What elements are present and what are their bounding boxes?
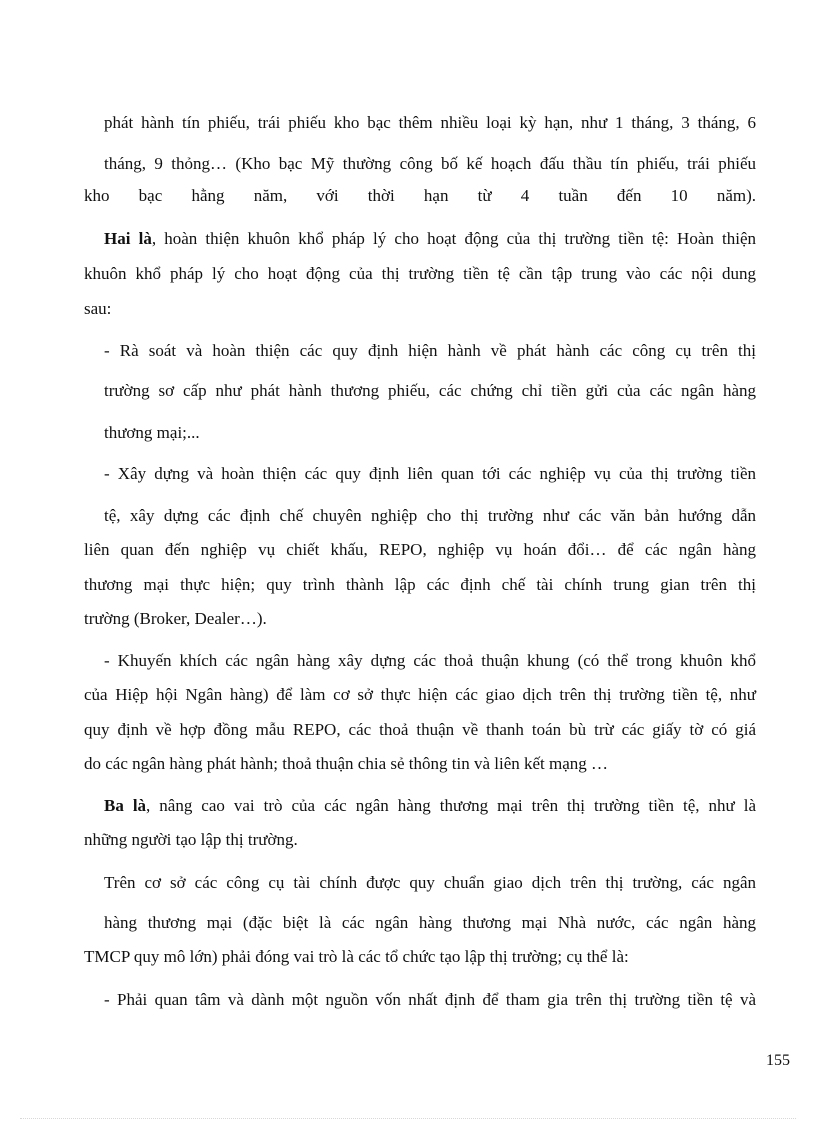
text-line: Trên cơ sở các công cụ tài chính được quy chuẩn giao dịch trên thị trường, các ngân <box>104 873 756 892</box>
text-line: Hai là, hoàn thiện khuôn khổ pháp lý cho hoạt động của thị trường tiền tệ: Hoàn thiện <box>104 229 757 248</box>
text-line: thương mại;... <box>104 423 200 442</box>
text-line: quy định về hợp đồng mẫu REPO, các thoả thuận về thanh toán bù trừ các giấy tờ có giá <box>84 720 756 739</box>
text-line: khuôn khổ pháp lý cho hoạt động của thị trường tiền tệ cần tập trung vào các nội dung <box>84 264 756 283</box>
text-line: tệ, xây dựng các định chế chuyên nghiệp cho thị trường như các văn bản hướng dẫn <box>104 506 756 525</box>
text-line: trường sơ cấp như phát hành thương phiếu, các chứng chỉ tiền gửi của các ngân hàng <box>104 381 756 400</box>
text-line: trường (Broker, Dealer…). <box>84 609 267 628</box>
text-line: những người tạo lập thị trường. <box>84 830 298 849</box>
text-line: của Hiệp hội Ngân hàng) để làm cơ sở thực hiện các giao dịch trên thị trường tiền tệ, như <box>84 685 756 704</box>
section-lead: Ba là <box>104 796 147 815</box>
text-line: TMCP quy mô lớn) phải đóng vai trò là các tổ chức tạo lập thị trường; cụ thể là: <box>84 947 629 966</box>
text-line: liên quan đến nghiệp vụ chiết khấu, REPO, nghiệp vụ hoán đổi… để các ngân hàng <box>84 540 756 559</box>
text-line: Ba là, nâng cao vai trò của các ngân hàng thương mại trên thị trường tiền tệ, như là <box>104 796 756 815</box>
text-line: - Rà soát và hoàn thiện các quy định hiện hành về phát hành các công cụ trên thị <box>104 341 756 360</box>
section-lead: Hai là <box>104 229 152 248</box>
text-line: - Phải quan tâm và dành một nguồn vốn nhất định để tham gia trên thị trường tiền tệ và <box>104 990 756 1009</box>
text-line: thương mại thực hiện; quy trình thành lập các định chế tài chính trung gian trên thị <box>84 575 756 594</box>
text-line: sau: <box>84 299 112 318</box>
text-line: - Xây dựng và hoàn thiện các quy định liên quan tới các nghiệp vụ của thị trường tiền <box>104 464 756 483</box>
text-line: hàng thương mại (đặc biệt là các ngân hàng thương mại Nhà nước, các ngân hàng <box>104 913 756 932</box>
text-line: phát hành tín phiếu, trái phiếu kho bạc thêm nhiều loại kỳ hạn, như 1 tháng, 3 tháng, 6 <box>104 113 756 132</box>
text-line: kho bạc hằng năm, với thời hạn từ 4 tuần đến 10 năm). <box>84 186 756 205</box>
text-line: do các ngân hàng phát hành; thoả thuận chia sẻ thông tin và liên kết mạng … <box>84 754 609 773</box>
text-line: - Khuyến khích các ngân hàng xây dựng các thoả thuận khung (có thể trong khuôn khổ <box>104 651 756 670</box>
page-number: 155 <box>766 1052 790 1069</box>
text-line: tháng, 9 thỏng… (Kho bạc Mỹ thường công bố kế hoạch đấu thầu tín phiếu, trái phiếu <box>104 154 756 173</box>
page-divider <box>20 1118 796 1119</box>
